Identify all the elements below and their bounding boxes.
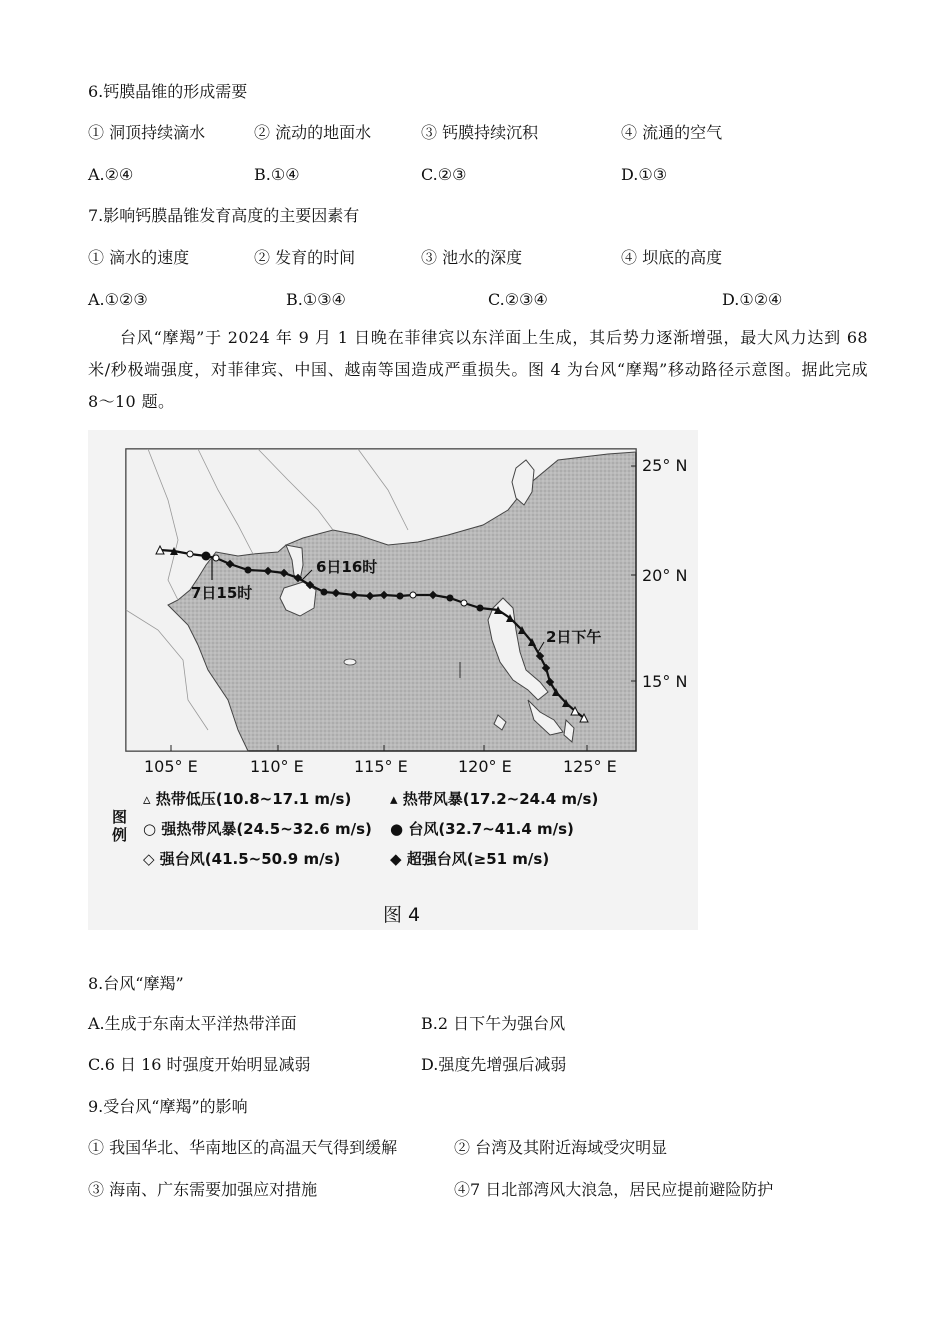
q7-choice-c: C.②③④ — [488, 290, 548, 309]
q8-choice-c: C.6 日 16 时强度开始明显减弱 — [88, 1055, 311, 1074]
legend-label: 强热带风暴(24.5~32.6 m/s) — [161, 820, 372, 838]
legend-tropical-storm — [390, 788, 598, 809]
q7-option-1: ① 滴水的速度 — [88, 248, 190, 267]
legend-label: 台风(32.7~41.4 m/s) — [408, 820, 574, 838]
q7-choice-d: D.①②④ — [722, 290, 783, 309]
q7-option-3: ③ 池水的深度 — [421, 248, 523, 267]
lat-label-20n: 20° N — [642, 566, 688, 585]
q9-option-3: ③ 海南、广东需要加强应对措施 — [88, 1180, 318, 1199]
legend-symbol-hollow-circle: ○ — [143, 820, 157, 838]
q6-option-2: ② 流动的地面水 — [254, 123, 372, 142]
q7-option-4: ④ 坝底的高度 — [621, 248, 723, 267]
lat-label-25n: 25° N — [642, 456, 688, 475]
q6-option-1: ① 洞顶持续滴水 — [88, 123, 206, 142]
q8-choice-a: A.生成于东南太平洋热带洋面 — [88, 1014, 297, 1033]
lat-label-15n: 15° N — [642, 672, 688, 691]
q8-stem: 8.台风“摩羯” — [88, 974, 184, 993]
q6-stem: 6.钙膜晶锥的形成需要 — [88, 82, 248, 101]
lon-label-125e: 125° E — [563, 757, 617, 776]
q9-stem: 9.受台风“摩羯”的影响 — [88, 1097, 248, 1116]
legend-severe-tropical-storm — [143, 818, 372, 839]
annotation-7th-15h: 7日15时 — [191, 584, 253, 602]
q7-choice-a: A.①②③ — [88, 290, 148, 309]
lon-label-120e: 120° E — [458, 757, 512, 776]
q9-option-2: ② 台湾及其附近海域受灾明显 — [454, 1138, 668, 1157]
q6-option-3: ③ 钙膜持续沉积 — [421, 123, 539, 142]
q6-choice-a: A.②④ — [88, 165, 134, 184]
annotation-2nd-afternoon: 2日下午 — [546, 628, 602, 646]
legend-super-typhoon — [390, 848, 549, 869]
legend-symbol-filled-triangle: ▴ — [390, 790, 398, 808]
legend-symbol-hollow-triangle: ▵ — [143, 790, 151, 808]
q7-option-2: ② 发育的时间 — [254, 248, 356, 267]
legend-tropical-depression — [143, 788, 351, 809]
figure-caption: 图 4 — [383, 904, 421, 926]
annotation-6th-16h: 6日16时 — [316, 558, 378, 576]
intro-paragraph: 台风“摩羯”于 2024 年 9 月 1 日晚在菲律宾以东洋面上生成，其后势力逐渐增强，最大风力达到 68 米/秒极端强度，对菲律宾、中国、越南等国造成严重损失。图 4 为台风“摩羯”移动路径示意图。据此完成 8～10 题。 — [88, 328, 868, 411]
q6-choice-d: D.①③ — [621, 165, 668, 184]
legend-label: 热带风暴(17.2~24.4 m/s) — [402, 790, 599, 808]
legend-label: 热带低压(10.8~17.1 m/s) — [155, 790, 352, 808]
legend-typhoon — [390, 818, 574, 839]
lon-label-110e: 110° E — [250, 757, 304, 776]
legend-title: 图例 — [112, 808, 128, 844]
q6-choice-b: B.①④ — [254, 165, 300, 184]
legend-symbol-filled-diamond: ◆ — [390, 850, 402, 868]
q6-option-4: ④ 流通的空气 — [621, 123, 723, 142]
legend-label: 强台风(41.5~50.9 m/s) — [159, 850, 341, 868]
q7-choice-b: B.①③④ — [286, 290, 346, 309]
q9-option-1: ① 我国华北、华南地区的高温天气得到缓解 — [88, 1138, 398, 1157]
q8-choice-d: D.强度先增强后减弱 — [421, 1055, 567, 1074]
q8-choice-b: B.2 日下午为强台风 — [421, 1014, 566, 1033]
legend-symbol-hollow-diamond: ◇ — [143, 850, 155, 868]
lon-label-105e: 105° E — [144, 757, 198, 776]
legend-symbol-filled-circle: ● — [390, 820, 404, 838]
q9-option-4: ④7 日北部湾风大浪急，居民应提前避险防护 — [454, 1180, 774, 1199]
legend-label: 超强台风(≥51 m/s) — [406, 850, 550, 868]
q7-stem: 7.影响钙膜晶锥发育高度的主要因素有 — [88, 206, 360, 225]
lon-label-115e: 115° E — [354, 757, 408, 776]
legend-severe-typhoon — [143, 848, 340, 869]
q6-choice-c: C.②③ — [421, 165, 467, 184]
